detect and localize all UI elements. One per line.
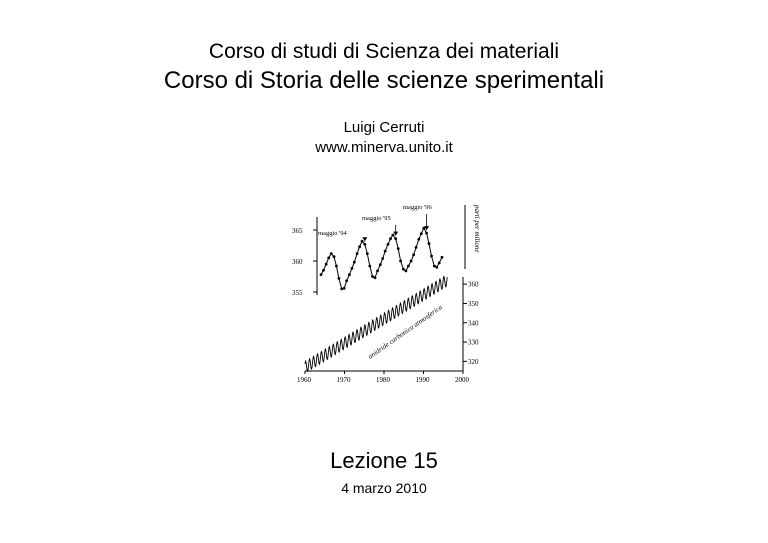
inset-point: [320, 273, 323, 276]
annotation-maggio-94: [318, 230, 348, 237]
inset-point: [415, 246, 418, 249]
inset-point: [402, 268, 405, 271]
inset-point: [394, 237, 397, 240]
co2-annotation: anidride carbonica atmosferica: [366, 303, 444, 361]
inset-point: [335, 265, 338, 268]
y-tick-label: 350: [468, 299, 479, 308]
inset-point: [387, 243, 390, 246]
website-link[interactable]: www.minerva.unito.it: [315, 139, 453, 156]
inset-tick-label: 355: [292, 289, 303, 297]
inset-point: [330, 252, 333, 255]
annotation-maggio-95: [362, 215, 391, 222]
inset-point: [345, 279, 348, 282]
inset-point: [327, 257, 330, 260]
inset-point: [428, 242, 431, 245]
y-ticks: [463, 281, 479, 366]
inset-point: [361, 240, 364, 243]
inset-point: [405, 270, 408, 273]
ppm-label: parti per milione: [473, 205, 481, 253]
inset-point: [376, 270, 379, 273]
inset-point: [325, 263, 328, 266]
inset-point: [366, 252, 369, 255]
inset-point: [381, 257, 384, 260]
course-line-1: Corso di studi di Scienza dei materiali: [208, 40, 560, 63]
inset-point: [399, 260, 402, 263]
inset-point: [384, 250, 387, 253]
y-tick-label: 330: [468, 338, 479, 347]
x-tick-label: 1970: [336, 376, 351, 384]
lesson-date: 4 marzo 2010: [341, 480, 427, 496]
inset-point: [438, 262, 441, 265]
inset-point: [430, 255, 433, 258]
lesson-title: Lezione 15: [330, 448, 438, 473]
annotation-maggio-96: [403, 204, 433, 211]
inset-point: [356, 252, 359, 255]
inset-point: [397, 247, 400, 250]
author-name: Luigi Cerruti: [343, 119, 425, 136]
inset-point: [343, 287, 346, 290]
co2-line: [305, 277, 447, 372]
x-tick-label: 1990: [415, 376, 430, 384]
inset-tick-label: 360: [292, 258, 303, 266]
x-tick-label: 1960: [297, 376, 311, 384]
x-tick-label: 2000: [455, 376, 469, 384]
inset-point: [351, 267, 354, 270]
svg-text:maggio '96: maggio '96: [403, 204, 432, 211]
inset-point: [435, 266, 438, 269]
co2-trend-series: [305, 277, 447, 372]
inset-point: [338, 277, 341, 280]
main-axes: [305, 277, 463, 371]
inset-point: [379, 263, 382, 266]
inset-point: [322, 269, 325, 272]
inset-point: [392, 234, 395, 237]
inset-point: [433, 265, 436, 268]
svg-text:maggio '95: maggio '95: [362, 215, 391, 222]
inset-point: [368, 265, 371, 268]
inset-point: [371, 275, 374, 278]
inset-point: [363, 243, 366, 246]
inset-point: [425, 232, 428, 235]
inset-point: [333, 255, 336, 258]
inset-point: [412, 253, 415, 256]
inset-tick-label: 365: [292, 227, 303, 235]
y-tick-label: 340: [468, 319, 479, 328]
inset-point: [389, 237, 392, 240]
inset-point: [407, 265, 410, 268]
inset-point: [358, 245, 361, 248]
inset-point: [340, 288, 343, 291]
inset-point: [420, 232, 423, 235]
y-tick-label: 360: [468, 280, 479, 289]
x-ticks: [297, 371, 470, 384]
svg-text:maggio '94: maggio '94: [318, 230, 347, 237]
y-tick-label: 320: [468, 357, 479, 366]
inset-point: [348, 273, 351, 276]
inset-point: [417, 238, 420, 241]
inset-point: [441, 256, 444, 259]
x-tick-label: 1980: [376, 376, 390, 384]
course-line-2: Corso di Storia delle scienze sperimentali: [163, 67, 605, 94]
inset-point: [374, 276, 377, 279]
inset-point: [410, 260, 413, 263]
co2-chart: [290, 195, 490, 387]
inset-point: [353, 261, 356, 264]
